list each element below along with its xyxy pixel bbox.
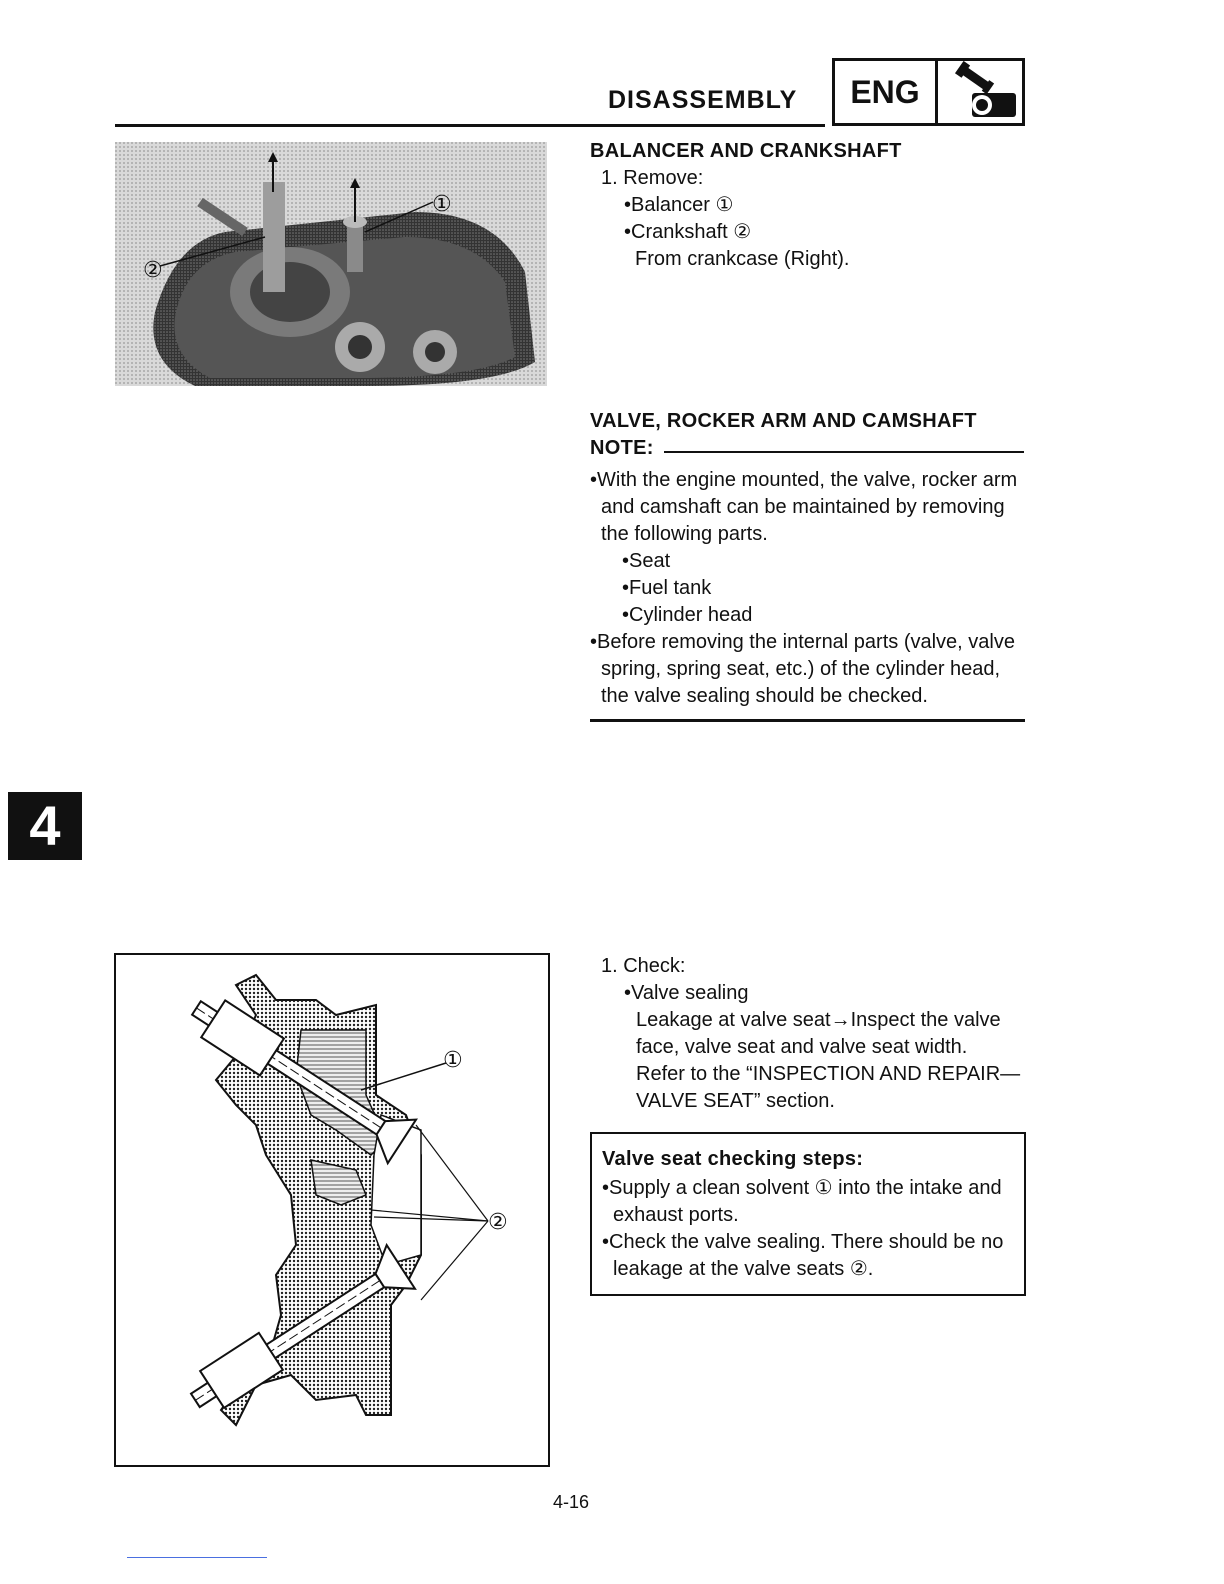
chapter-tab: 4 xyxy=(8,792,82,860)
remove-item-crankshaft: •Crankshaft ② xyxy=(624,221,752,243)
crankcase-photo xyxy=(115,142,547,386)
remove-step: 1. Remove: xyxy=(601,167,704,189)
note-part-fuel-tank: •Fuel tank xyxy=(622,577,712,599)
section-badge-label: ENG xyxy=(835,61,938,123)
note-bullet-1-line-3: the following parts. xyxy=(601,523,768,545)
check-item-valve-sealing: •Valve sealing xyxy=(624,982,749,1004)
page-number: 4-16 xyxy=(553,1492,590,1512)
note-bullet-2-line-3: the valve sealing should be checked. xyxy=(601,685,928,707)
check-line-4: VALVE SEAT” section. xyxy=(636,1090,835,1112)
engine-wrench-icon xyxy=(938,61,1022,123)
note-bullet-1-line-1: •With the engine mounted, the valve, rocker arm xyxy=(590,469,1018,491)
valve-diagram xyxy=(114,953,550,1467)
checking-steps-bullet-1-line-1: •Supply a clean solvent ① into the intake and xyxy=(602,1177,1002,1199)
photo-callout-2: ② xyxy=(143,257,163,282)
note-bullet-1-line-2: and camshaft can be maintained by removing xyxy=(601,496,1005,518)
checking-steps-bullet-1-line-2: exhaust ports. xyxy=(613,1204,739,1226)
note-rule-bottom xyxy=(590,719,1025,722)
checking-steps-bullet-2-line-2: leakage at the valve seats ②. xyxy=(613,1258,874,1280)
check-line-1: Leakage at valve seat→Inspect the valve xyxy=(636,1009,1001,1031)
checking-steps-title: Valve seat checking steps: xyxy=(602,1148,864,1170)
check-line-3: Refer to the “INSPECTION AND REPAIR— xyxy=(636,1063,1021,1085)
footer-rule xyxy=(127,1557,267,1558)
note-rule-top xyxy=(664,451,1024,453)
note-part-cylinder-head: •Cylinder head xyxy=(622,604,753,626)
diagram-callout-2: ② xyxy=(488,1209,508,1234)
section-badge xyxy=(832,58,1025,126)
note-label: NOTE: xyxy=(590,437,654,459)
checking-steps-bullet-2-line-1: •Check the valve sealing. There should be no xyxy=(602,1231,1004,1253)
note-part-seat: •Seat xyxy=(622,550,671,572)
photo-callout-1: ① xyxy=(432,191,452,216)
header-rule xyxy=(115,124,825,127)
note-bullet-2-line-1: •Before removing the internal parts (valve, valve xyxy=(590,631,1015,653)
page-title: DISASSEMBLY xyxy=(608,86,798,114)
section-heading-valve: VALVE, ROCKER ARM AND CAMSHAFT xyxy=(590,410,977,432)
section-heading-balancer: BALANCER AND CRANKSHAFT xyxy=(590,140,902,162)
diagram-callout-1: ① xyxy=(443,1047,463,1072)
check-line-2: face, valve seat and valve seat width. xyxy=(636,1036,968,1058)
check-step: 1. Check: xyxy=(601,955,686,977)
remove-item-balancer: •Balancer ① xyxy=(624,194,734,216)
remove-note: From crankcase (Right). xyxy=(635,248,850,270)
note-bullet-2-line-2: spring, spring seat, etc.) of the cylinder head, xyxy=(601,658,1001,680)
